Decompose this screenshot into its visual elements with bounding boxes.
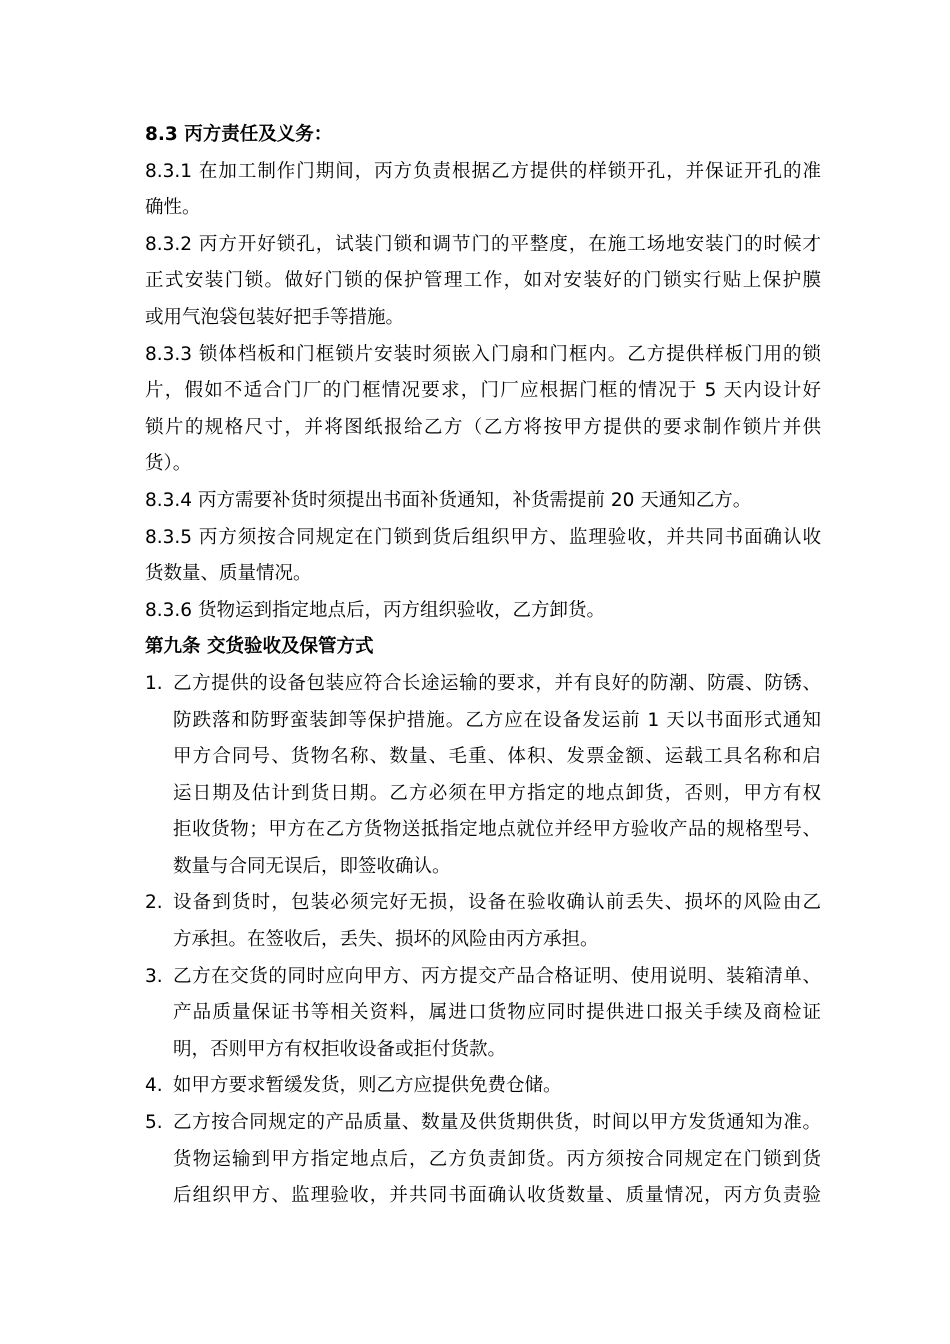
text-line: 后组织甲方、监理验收，并共同书面确认收货数量、质量情况，丙方负责验 — [173, 1185, 821, 1207]
text-line: 防跌落和防野蛮装卸等保护措施。乙方应在设备发运前 1 天以书面形式通知 — [173, 709, 821, 731]
text-line: 数量与合同无误后，即签收确认。 — [173, 855, 451, 877]
text-line: 方承担。在签收后，丢失、损坏的风险由丙方承担。 — [173, 929, 599, 951]
text-line: 如甲方要求暂缓发货，则乙方应提供免费仓储。 — [173, 1075, 562, 1097]
list-number: 1. — [145, 672, 163, 694]
text-line: 8.3.3 锁体档板和门框锁片安装时须嵌入门扇和门框内。乙方提供样板门用的锁 — [145, 343, 821, 365]
text-line: 产品质量保证书等相关资料，属进口货物应同时提供进口报关手续及商检证 — [173, 1002, 821, 1024]
list-item-3 — [145, 959, 821, 1069]
text-line: 乙方在交货的同时应向甲方、丙方提交产品合格证明、使用说明、装箱清单、 — [173, 965, 821, 987]
list-number: 3. — [145, 965, 163, 987]
list-number: 5. — [145, 1112, 163, 1134]
section-8-3-heading: 8.3 丙方责任及义务： — [145, 124, 333, 145]
text-line: 货）。 — [145, 453, 192, 475]
text-line: 设备到货时，包装必须完好无损，设备在验收确认前丢失、损坏的风险由乙 — [173, 892, 821, 914]
clause-8-3-2 — [145, 227, 821, 337]
clause-8-3-5 — [145, 520, 821, 593]
clause-8-3-6 — [145, 593, 821, 630]
text-line: 或用气泡袋包装好把手等措施。 — [145, 306, 405, 328]
text-line: 8.3.2 丙方开好锁孔，试装门锁和调节门的平整度，在施工场地安装门的时候才 — [145, 233, 821, 255]
text-line: 确性。 — [145, 197, 201, 219]
text-line: 甲方合同号、货物名称、数量、毛重、体积、发票金额、运载工具名称和启 — [173, 746, 821, 768]
document-page — [145, 117, 821, 1215]
clause-8-3-4 — [145, 483, 821, 520]
text-line: 8.3.5 丙方须按合同规定在门锁到货后组织甲方、监理验收，并共同书面确认收 — [145, 526, 821, 548]
text-line: 8.3.6 货物运到指定地点后，丙方组织验收，乙方卸货。 — [145, 599, 605, 621]
list-item-2 — [145, 885, 821, 958]
list-item-1 — [145, 666, 821, 886]
list-item-4 — [145, 1068, 821, 1105]
list-number: 4. — [145, 1075, 163, 1097]
text-line: 明，否则甲方有权拒收设备或拒付货款。 — [173, 1038, 507, 1060]
text-line: 货物运输到甲方指定地点后，乙方负责卸货。丙方须按合同规定在门锁到货 — [173, 1148, 821, 1170]
text-line: 乙方提供的设备包装应符合长途运输的要求，并有良好的防潮、防震、防锈、 — [173, 672, 821, 694]
text-line: 8.3.1 在加工制作门期间，丙方负责根据乙方提供的样锁开孔，并保证开孔的准 — [145, 160, 821, 182]
article-9-heading: 第九条 交货验收及保管方式 — [145, 636, 374, 658]
text-line: 货数量、质量情况。 — [145, 563, 312, 585]
text-line: 锁片的规格尺寸，并将图纸报给乙方（乙方将按甲方提供的要求制作锁片并供 — [145, 416, 821, 438]
text-line: 8.3.4 丙方需要补货时须提出书面补货通知，补货需提前 20 天通知乙方。 — [145, 489, 752, 511]
clause-8-3-3 — [145, 337, 821, 483]
list-item-5 — [145, 1105, 821, 1215]
text-line: 运日期及估计到货日期。乙方必须在甲方指定的地点卸货，否则，甲方有权 — [173, 782, 821, 804]
clause-8-3-1 — [145, 154, 821, 227]
text-line: 拒收货物；甲方在乙方货物送抵指定地点就位并经甲方验收产品的规格型号、 — [173, 819, 821, 841]
text-line: 片，假如不适合门厂的门框情况要求，门厂应根据门框的情况于 5 天内设计好 — [145, 380, 821, 402]
text-line: 乙方按合同规定的产品质量、数量及供货期供货，时间以甲方发货通知为准。 — [173, 1112, 821, 1134]
list-number: 2. — [145, 892, 163, 914]
text-line: 正式安装门锁。做好门锁的保护管理工作，如对安装好的门锁实行贴上保护膜 — [145, 270, 821, 292]
